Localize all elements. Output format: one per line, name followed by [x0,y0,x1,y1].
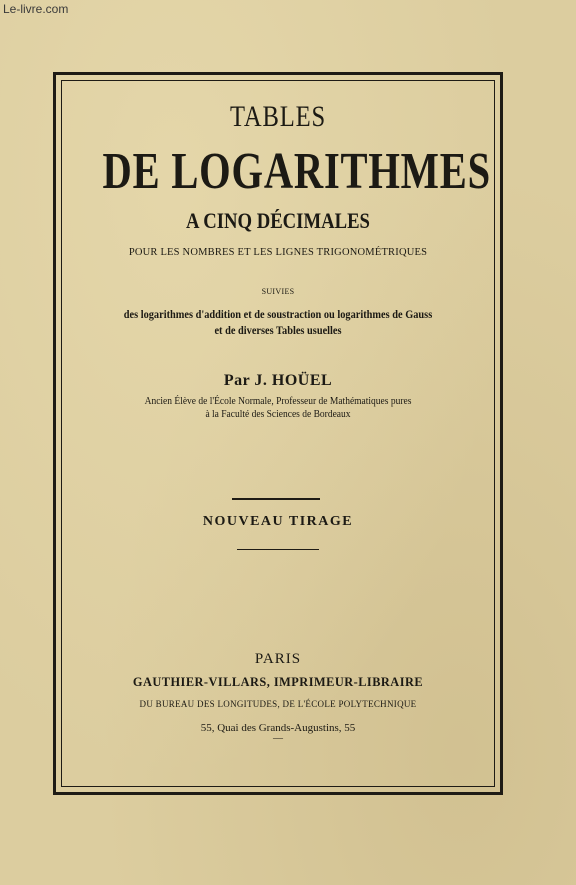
address-mark: — [273,733,283,744]
publisher-address: 55, Quai des Grands-Augustins, 55 [200,722,356,734]
author-description-line-1: Ancien Élève de l'École Normale, Professeur de Mathématiques pures [144,396,412,407]
publisher-description: DU BUREAU DES LONGITUDES, DE L'ÉCOLE POLYTECHNIQUE [139,699,417,709]
title-line-1: TABLES [230,100,326,133]
description-line-1: des logarithmes d'addition et de soustraction ou logarithmes de Gauss [123,309,433,321]
divider-top [232,498,320,500]
edition-label: NOUVEAU TIRAGE [202,514,354,529]
publication-city: PARIS [254,651,302,667]
suivies-label: SUIVIES [261,287,295,296]
author-description-line-2: à la Faculté des Sciences de Bordeaux [205,409,351,420]
watermark: Le-livre.com [3,2,69,16]
title-line-2: DE LOGARITHMES [102,143,491,200]
divider-bottom [237,549,319,550]
author-name: Par J. HOÜEL [223,372,333,389]
subtitle: POUR LES NOMBRES ET LES LIGNES TRIGONOMÉTRIQUES [128,247,428,258]
description-line-2: et de diverses Tables usuelles [214,325,342,337]
publisher-name: GAUTHIER-VILLARS, IMPRIMEUR-LIBRAIRE [132,674,424,689]
title-line-3: A CINQ DÉCIMALES [186,208,370,233]
